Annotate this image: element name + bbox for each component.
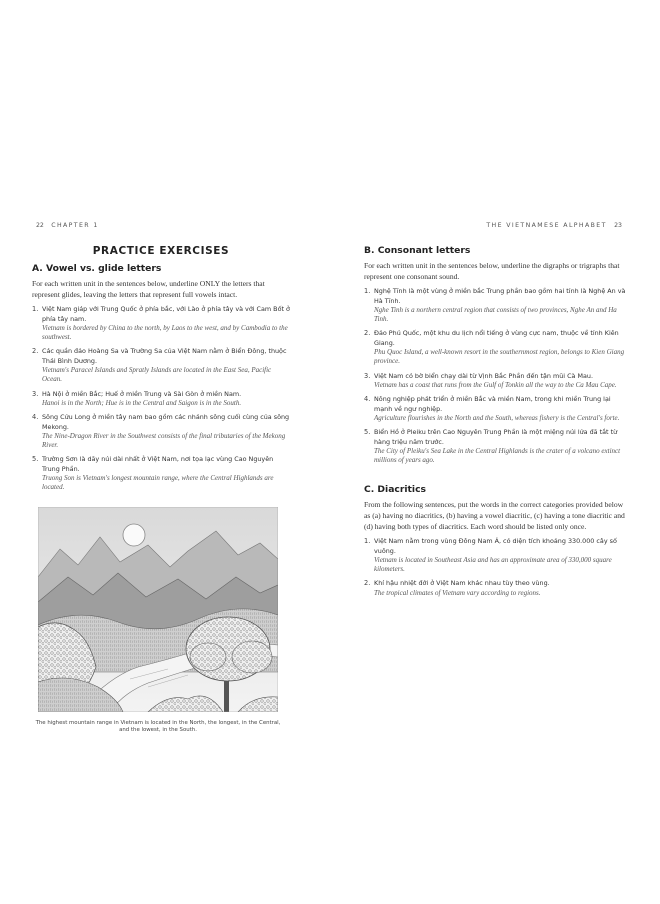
vietnamese-sentence: Trường Sơn là dãy núi dài nhất ở Việt Nam, nơi tọa lạc vùng Cao Nguyên Trung Phần. bbox=[42, 455, 274, 473]
english-translation: Vietnam is bordered by China to the north, by Laos to the west, and by Cambodia to the southwest. bbox=[42, 324, 288, 342]
item-number: 3. bbox=[32, 389, 39, 398]
sun-icon bbox=[123, 524, 145, 546]
right-page-number: 23 bbox=[614, 222, 622, 229]
practice-exercises-title: PRACTICE EXERCISES bbox=[92, 245, 230, 257]
english-translation: The City of Pleiku's Sea Lake in the Central Highlands is the crater of a volcano extinct millions of years ago. bbox=[374, 447, 621, 465]
vietnamese-sentence: Hà Nội ở miền Bắc; Huế ở miền Trung và Sài Gòn ở miền Nam. bbox=[42, 389, 242, 398]
list-item bbox=[364, 372, 626, 391]
item-number: 1. bbox=[364, 287, 371, 296]
list-item bbox=[364, 329, 626, 366]
vietnamese-sentence: Biển Hồ ở Pleiku trên Cao Nguyên Trung Phần là một miệng núi lửa đã tắt từ hàng triệu năm trước. bbox=[374, 428, 618, 446]
section-b-instructions: For each written unit in the sentences below, underline the digraphs or trigraphs that represent one consonant sound. bbox=[364, 261, 620, 281]
list-item bbox=[364, 579, 626, 598]
section-c-instructions: From the following sentences, put the words in the correct categories provided below as (a) having no diacritics, (b) having a vowel diacritic, (c) having a tone diacritic and (d) having both types of diacritics. Each word should be listed only once. bbox=[364, 500, 625, 531]
left-chapter-label: CHAPTER 1 bbox=[51, 222, 99, 229]
english-translation: Phu Quoc Island, a well-known resort in the southernmost region, belongs to Kien Giang province. bbox=[374, 348, 625, 366]
item-number: 2. bbox=[32, 347, 39, 356]
list-item bbox=[364, 287, 626, 324]
mountain-landscape-illustration bbox=[38, 507, 278, 712]
item-number: 5. bbox=[364, 428, 371, 437]
english-translation: The tropical climates of Vietnam vary according to regions. bbox=[374, 588, 541, 597]
vietnamese-sentence: Việt Nam có bờ biển chạy dài từ Vịnh Bắc Phần đến tận mũi Cà Mau. bbox=[374, 371, 593, 380]
list-item bbox=[32, 390, 290, 409]
item-number: 3. bbox=[364, 371, 371, 380]
vietnamese-sentence: Đảo Phú Quốc, một khu du lịch nổi tiếng ở vùng cực nam, thuộc về tỉnh Kiên Giang. bbox=[374, 329, 619, 347]
left-page bbox=[32, 222, 290, 735]
vietnamese-sentence: Sông Cửu Long ở miền tây nam bao gồm các nhánh sông cuối cùng của sông Mekong. bbox=[42, 413, 290, 431]
section-b-heading: B. Consonant letters bbox=[364, 245, 471, 256]
illustration-caption: The highest mountain range in Vietnam is located in the North, the longest, in the Central, and the lowest, in the South. bbox=[35, 719, 281, 734]
item-number: 2. bbox=[364, 579, 371, 588]
english-translation: Hanoi is in the North; Hue is in the Central and Saigon is in the South. bbox=[42, 399, 242, 408]
list-item bbox=[32, 347, 290, 384]
english-translation: Truong Son is Vietnam's longest mountain range, where the Central Highlands are located. bbox=[42, 474, 274, 492]
list-item bbox=[364, 428, 626, 465]
vietnamese-sentence: Việt Nam giáp với Trung Quốc ở phía bắc, với Lào ở phía tây và với Cam Bốt ở phía tây nam. bbox=[42, 305, 290, 323]
right-page bbox=[364, 222, 626, 603]
list-item bbox=[364, 395, 626, 423]
list-item bbox=[32, 455, 290, 492]
vietnamese-sentence: Khí hậu nhiệt đới ở Việt Nam khác nhau tùy theo vùng. bbox=[374, 579, 550, 588]
left-page-number: 22 bbox=[36, 222, 44, 229]
item-number: 4. bbox=[364, 395, 371, 404]
list-item bbox=[32, 413, 290, 450]
vietnamese-sentence: Các quần đảo Hoàng Sa và Trường Sa của Việt Nam nằm ở Biển Đông, thuộc Thái Bình Dương. bbox=[42, 347, 287, 365]
english-translation: Agriculture flourishes in the North and the South, whereas fishery is the Central's forte. bbox=[374, 414, 620, 423]
item-number: 2. bbox=[364, 329, 371, 338]
item-number: 1. bbox=[32, 305, 39, 314]
vietnamese-sentence: Nghệ Tĩnh là một vùng ở miền bắc Trung phần bao gồm hai tỉnh là Nghệ An và Hà Tĩnh. bbox=[374, 287, 626, 305]
english-translation: The Nine-Dragon River in the Southwest consists of the final tributaries of the Mekong River. bbox=[42, 432, 286, 450]
section-a-instructions: For each written unit in the sentences below, underline ONLY the letters that represent glides, leaving the letters that represent full vowels intact. bbox=[32, 279, 265, 299]
english-translation: Vietnam has a coast that runs from the Gulf of Tonkin all the way to the Ca Mau Cape. bbox=[374, 381, 617, 390]
list-item bbox=[364, 537, 626, 574]
right-chapter-title: THE VIETNAMESE ALPHABET bbox=[486, 222, 607, 229]
item-number: 1. bbox=[364, 537, 371, 546]
list-item bbox=[32, 305, 290, 342]
section-c-heading: C. Diacritics bbox=[364, 484, 426, 496]
english-translation: Nghe Tinh is a northern central region that consists of two provinces, Nghe An and Ha Tinh. bbox=[374, 306, 617, 324]
item-number: 5. bbox=[32, 455, 39, 464]
item-number: 4. bbox=[32, 413, 39, 422]
section-a-heading: A. Vowel vs. glide letters bbox=[32, 263, 162, 274]
english-translation: Vietnam's Paracel Islands and Spratly Islands are located in the East Sea, Pacific Ocean. bbox=[42, 366, 272, 384]
vietnamese-sentence: Nông nghiệp phát triển ở miền Bắc và miền Nam, trong khi miền Trung lại mạnh về ngư nghiệp. bbox=[374, 395, 611, 413]
english-translation: Vietnam is located in Southeast Asia and has an approximate area of 330,000 square kilometers. bbox=[374, 556, 612, 574]
vietnamese-sentence: Việt Nam nằm trong vùng Đông Nam Á, có diện tích khoảng 330.000 cây số vuông. bbox=[374, 537, 617, 555]
